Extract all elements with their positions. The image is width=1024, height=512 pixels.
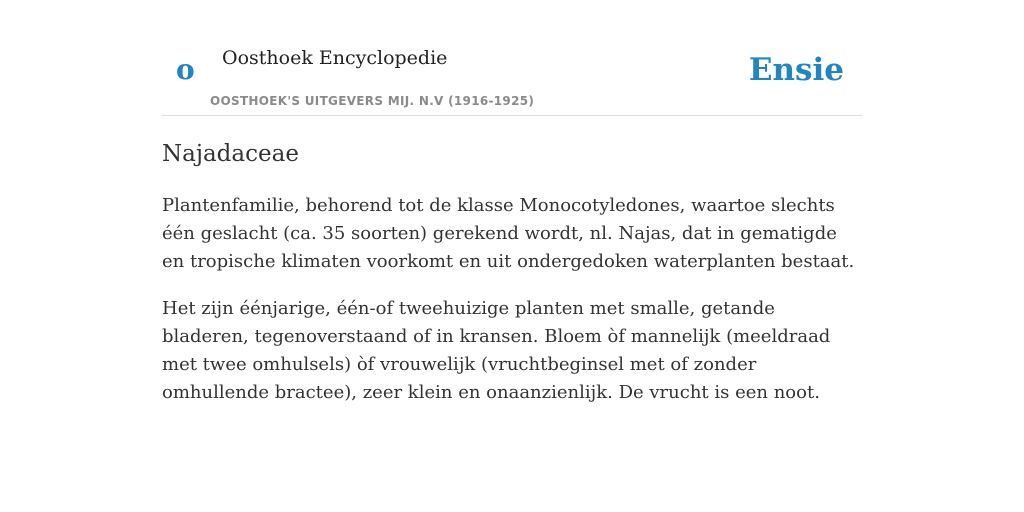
- ensie-brand-link[interactable]: Ensie: [748, 52, 844, 88]
- content-container: [162, 0, 862, 403]
- publisher-label: OOSTHOEK'S UITGEVERS MIJ. N.V (1916-1925): [210, 94, 535, 108]
- site-title-link[interactable]: Oosthoek Encyclopedie: [222, 47, 448, 69]
- entry-body: [162, 192, 862, 426]
- site-logo[interactable]: o: [176, 53, 195, 86]
- entry-paragraph: Het zijn éénjarige, één-of tweehuizige planten met smalle, getande bladeren, tegenoverstaand of in kransen. Bloem òf mannelijk (meeldraad met twee omhulsels) òf vrouwelijk (vruchtbeginsel met of zonder omhullende bractee), zeer klein en onaanzienlijk. De vrucht is een noot.: [162, 298, 831, 403]
- site-header: [162, 0, 862, 116]
- entry-title: Najadaceae: [162, 141, 299, 167]
- entry-paragraph: Plantenfamilie, behorend tot de klasse Monocotyledones, waartoe slechts één geslacht (ca. 35 soorten) gerekend wordt, nl. Najas, dat in gematigde en tropische klimaten voorkomt en uit ondergedoken waterplanten bestaat.: [162, 195, 855, 272]
